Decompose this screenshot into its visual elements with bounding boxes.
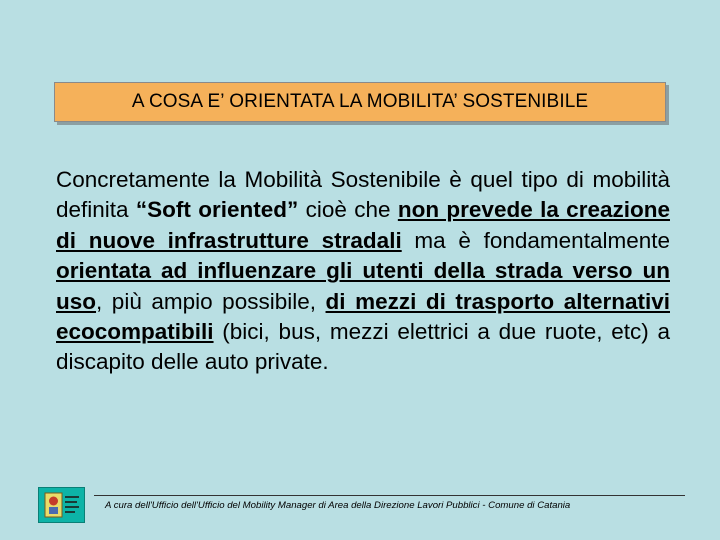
soft-oriented-term: “Soft oriented” bbox=[135, 197, 299, 223]
emphasis-influence-users: orientata ad influenzare gli utenti della strada verso un uso bbox=[56, 258, 670, 314]
footer-credit: A cura dell'Ufficio dell'Ufficio del Mobility Manager di Area della Direzione Lavori Pubblici - Comune di Catania bbox=[105, 500, 571, 511]
body-paragraph bbox=[56, 165, 670, 378]
emblem-graphic bbox=[42, 490, 82, 520]
footer-divider bbox=[94, 495, 685, 496]
body-text-1: Concretamente la Mobilità Sostenibile è quel tipo di mobilità definita bbox=[56, 167, 670, 223]
title-box bbox=[54, 82, 666, 122]
body-text-4: , più ampio possibile, bbox=[96, 288, 326, 314]
emphasis-no-new-infrastructure: non prevede la creazione di nuove infrastrutture stradali bbox=[56, 197, 670, 253]
body-text-5: (bici, bus, mezzi elettrici a due ruote, etc) a discapito delle auto private. bbox=[56, 319, 670, 375]
emphasis-alternative-transport: di mezzi di trasporto alternativi ecocompatibili bbox=[56, 288, 670, 345]
municipal-emblem-icon bbox=[38, 487, 85, 523]
body-text-3: ma è fondamentalmente bbox=[401, 227, 670, 253]
body-text-2: cioè che bbox=[298, 197, 398, 223]
slide-title: A COSA E’ ORIENTATA LA MOBILITA’ SOSTENIBILE bbox=[131, 91, 589, 112]
